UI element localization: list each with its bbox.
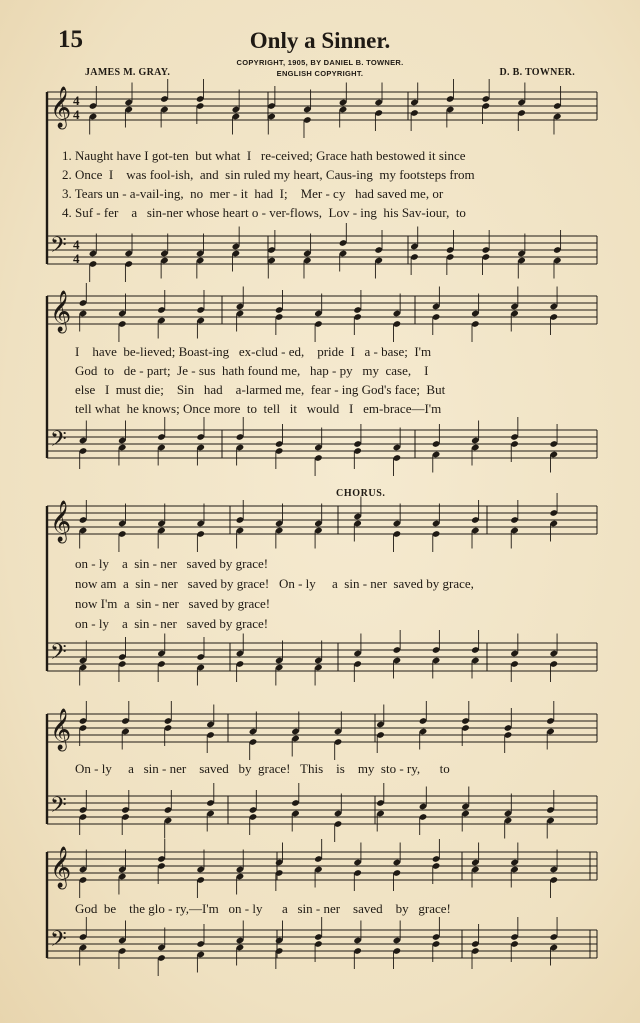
lyric-line: On - ly a sin - ner saved by grace! This is my sto - ry, to <box>75 761 450 776</box>
time-signature: 4 <box>73 93 80 108</box>
bass-clef: 𝄢 <box>50 640 67 670</box>
time-signature: 4 <box>73 251 80 266</box>
copyright-line: COPYRIGHT, 1905, BY DANIEL B. TOWNER. <box>236 58 404 67</box>
chorus-label: CHORUS. <box>336 488 386 499</box>
lyric-line: 1. Naught have I got-ten but what I re-ceived; Grace hath bestowed it since <box>62 148 466 163</box>
lyric-line: God be the glo - ry,—I'm on - ly a sin - ner saved by grace! <box>75 901 451 916</box>
treble-clef: 𝄞 <box>50 291 72 332</box>
lyric-line: else I must die; Sin had a-larmed me, fear - ing God's face; But <box>75 382 446 397</box>
lyric-line: now I'm a sin - ner saved by grace! <box>75 596 271 611</box>
lyric-line: tell what he knows; Once more to tell it would I em-brace—I'm <box>75 401 442 416</box>
composer-credit: D. B. TOWNER. <box>499 67 575 78</box>
lyric-line: 2. Once I was fool-ish, and sin ruled my heart, Caus-ing my footsteps from <box>62 167 475 182</box>
lyricist-credit: JAMES M. GRAY. <box>85 67 171 78</box>
bass-clef: 𝄢 <box>50 427 67 457</box>
lyric-line: 4. Suf - fer a sin-ner whose heart o - ver-flows, Lov - ing his Sav-iour, to <box>62 205 466 220</box>
lyric-line: on - ly a sin - ner saved by grace! <box>75 616 269 631</box>
hymn-title: Only a Sinner. <box>249 28 391 53</box>
bass-clef: 𝄢 <box>50 927 67 957</box>
hymn-number: 15 <box>58 26 83 53</box>
lyric-line: I have be-lieved; Boast-ing ex-clud - ed, pride I a - base; I'm <box>75 344 432 359</box>
lyric-line: God to de - part; Je - sus hath found me, hap - py my case, I <box>75 363 429 378</box>
lyric-line: now am a sin - ner saved by grace! On - ly a sin - ner saved by grace, <box>75 576 474 591</box>
treble-clef: 𝄞 <box>50 847 72 888</box>
bass-clef: 𝄢 <box>50 793 67 823</box>
treble-clef: 𝄞 <box>50 87 72 128</box>
english-copyright-line: ENGLISH COPYRIGHT. <box>276 69 364 78</box>
bass-clef: 𝄢 <box>50 233 67 263</box>
treble-clef: 𝄞 <box>50 501 72 542</box>
lyric-line: on - ly a sin - ner saved by grace! <box>75 556 269 571</box>
time-signature: 4 <box>73 237 80 252</box>
treble-clef: 𝄞 <box>50 709 72 750</box>
time-signature: 4 <box>73 107 80 122</box>
lyric-line: 3. Tears un - a-vail-ing, no mer - it had I; Mer - cy had saved me, or <box>62 186 444 201</box>
